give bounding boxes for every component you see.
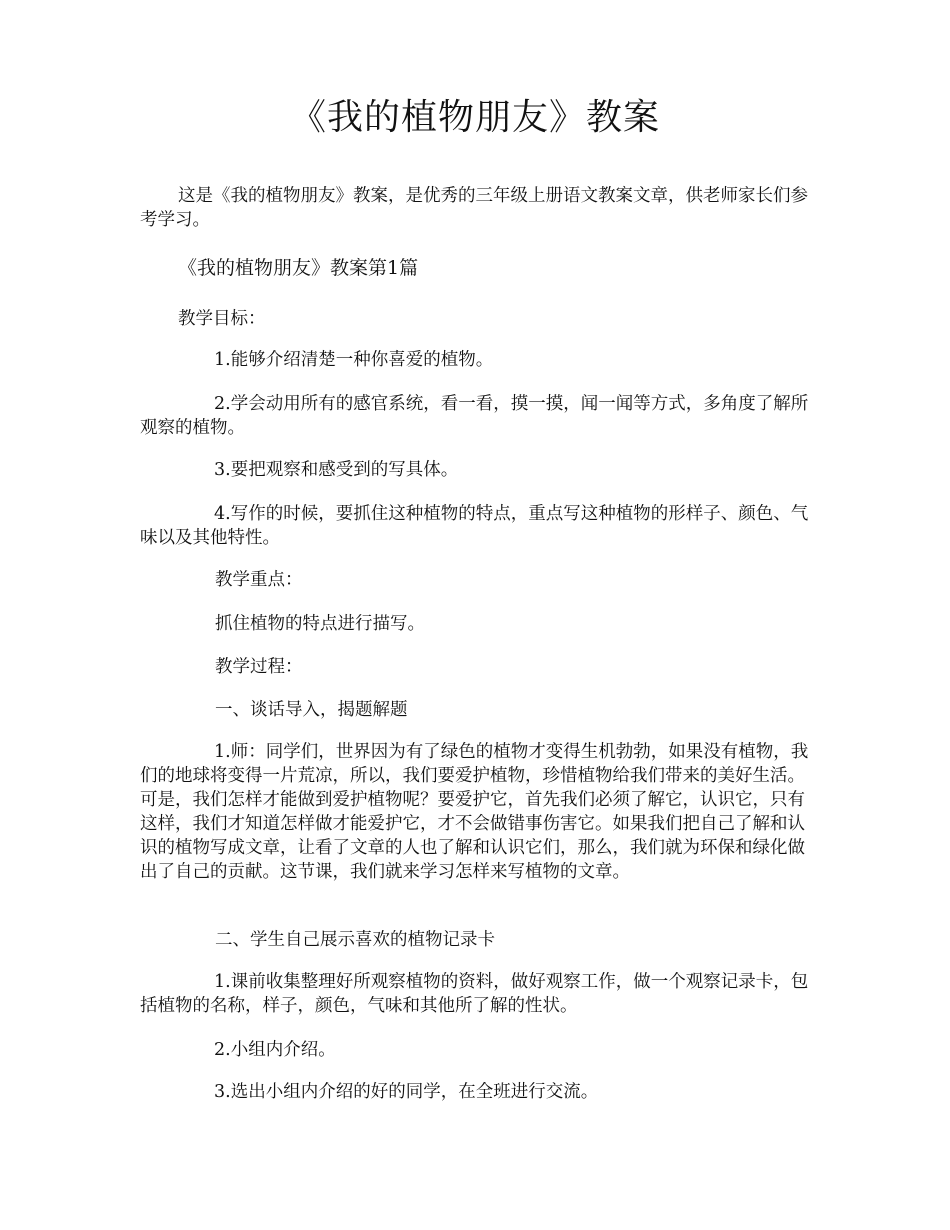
document-title: 《我的植物朋友》教案 [289,97,660,138]
step-2-item-1: 1.课前收集整理好所观察植物的资料，做好观察工作，做一个观察记录卡，包括植物的名称，样子，颜色，气味和其他所了解的性状。 [140,972,809,1016]
key-points-label: 教学重点： [215,570,303,590]
intro-paragraph: 这是《我的植物朋友》教案，是优秀的三年级上册语文教案文章，供老师家长们参考学习。 [140,186,808,230]
step-2-item-2: 2.小组内介绍。 [214,1040,336,1060]
key-points-text: 抓住植物的特点进行描写。 [215,614,425,634]
goal-item-2: 2.学会动用所有的感官系统，看一看，摸一摸，闻一闻等方式，多角度了解所观察的植物。 [140,394,809,438]
section-heading: 《我的植物朋友》教案第1篇 [178,257,419,279]
goals-label: 教学目标： [178,309,266,329]
process-label: 教学过程： [215,657,303,677]
step-1-paragraph: 1.师：同学们，世界因为有了绿色的植物才变得生机勃勃，如果没有植物，我们的地球将变得一片荒凉，所以，我们要爱护植物，珍惜植物给我们带来的美好生活。可是，我们怎样才能做到爱护植物呢？要爱护它，首先我们必须了解它，认识它，只有这样，我们才知道怎样做才能爱护它，才不会做错事伤害它。如果我们把自己了解和认识的植物写成文章，让看了文章的人也了解和认识它们，那么，我们就为环保和绿化做出了自己的贡献。这节课，我们就来学习怎样来写植物的文章。 [140,742,809,882]
step-2-item-3: 3.选出小组内介绍的好的同学，在全班进行交流。 [214,1082,599,1102]
step-2-title: 二、学生自己展示喜欢的植物记录卡 [215,930,495,950]
goal-item-4: 4.写作的时候，要抓住这种植物的特点，重点写这种植物的形样子、颜色、气味以及其他特性。 [140,504,809,548]
step-1-title: 一、谈话导入，揭题解题 [215,700,408,720]
goal-item-3: 3.要把观察和感受到的写具体。 [214,460,459,480]
goal-item-1: 1.能够介绍清楚一种你喜爱的植物。 [214,350,494,370]
